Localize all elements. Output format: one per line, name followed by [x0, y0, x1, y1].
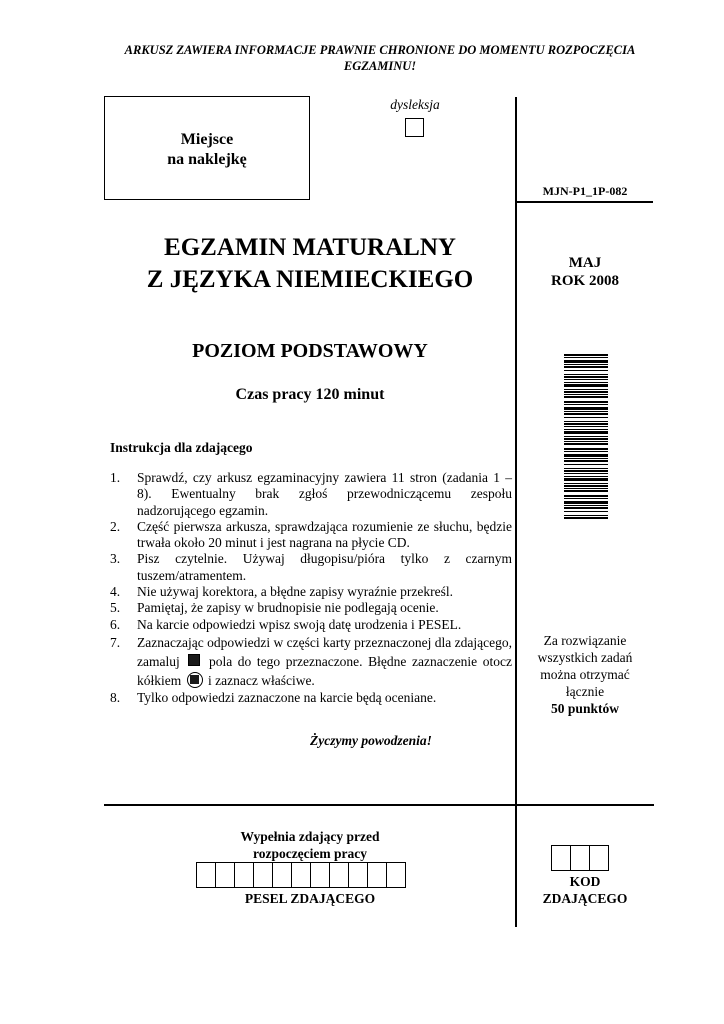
exam-title — [104, 232, 516, 296]
instruction-item — [110, 551, 512, 584]
pesel-label: PESEL ZDAJĄCEGO — [244, 891, 376, 906]
barcode — [564, 354, 608, 520]
barcode-bar — [564, 476, 608, 477]
pesel-digit-box[interactable] — [329, 862, 349, 888]
kod-label-line1: KOD — [569, 874, 601, 889]
sticker-label-line2: na naklejkę — [167, 151, 247, 168]
good-luck-message: Życzymy powodzenia! — [310, 733, 432, 748]
fill-note-line2: rozpoczęciem pracy — [252, 846, 368, 861]
barcode-bar — [564, 498, 608, 499]
pesel-digit-box[interactable] — [291, 862, 311, 888]
points-total: 50 punktów — [551, 701, 619, 716]
pesel-digit-box[interactable] — [348, 862, 368, 888]
pesel-digit-box[interactable] — [272, 862, 292, 888]
instruction-item — [110, 584, 512, 600]
barcode-bar — [564, 488, 608, 489]
barcode-bar — [564, 426, 608, 427]
pesel-digit-box[interactable] — [215, 862, 235, 888]
barcode-bar — [564, 478, 608, 481]
instruction-text: i zaznacz właściwe. — [208, 672, 315, 688]
instructions-heading: Instrukcja dla zdającego — [110, 440, 253, 455]
exam-title-line2: Z JĘZYKA NIEMIECKIEGO — [146, 266, 474, 293]
instruction-text: Pamiętaj, że zapisy w brudnopisie nie podlegają ocenie. — [137, 600, 439, 616]
barcode-bar — [564, 413, 608, 415]
instruction-item — [110, 600, 512, 616]
instruction-number: 4. — [110, 584, 121, 600]
barcode-bar — [564, 391, 608, 393]
instruction-item — [110, 633, 512, 690]
barcode-bar — [564, 436, 608, 437]
kod-label-line2: ZDAJĄCEGO — [542, 891, 628, 906]
vertical-divider — [515, 97, 517, 927]
barcode-bar — [564, 431, 608, 434]
instruction-text: pola do tego przeznaczone. Błędne zaznaczenie otocz kółkiem — [137, 653, 513, 688]
barcode-bar — [564, 451, 608, 452]
barcode-bar — [564, 374, 608, 375]
barcode-bar — [564, 515, 608, 516]
barcode-bar — [564, 511, 608, 512]
barcode-bar — [564, 507, 608, 509]
kod-label — [517, 873, 653, 907]
exam-title-line1: EGZAMIN MATURALNY — [164, 234, 456, 261]
barcode-bar — [564, 485, 608, 487]
pesel-digit-box[interactable] — [367, 862, 387, 888]
pesel-digit-box[interactable] — [386, 862, 406, 888]
barcode-bar — [564, 460, 608, 462]
barcode-bar — [564, 384, 608, 387]
barcode-bar — [564, 407, 608, 410]
instruction-text: Część pierwsza arkusza, sprawdzająca rozumienie ze słuchu, będzie trwała około 20 minut i jest nagrana na płycie CD. — [137, 518, 512, 551]
fill-note — [104, 828, 516, 862]
instruction-text: Pisz czytelnie. Używaj długopisu/pióra tylko z czarnym tuszem/atramentem. — [137, 551, 512, 583]
barcode-bar — [564, 389, 608, 390]
instruction-text: Nie używaj korektora, a błędne zapisy wyraźnie przekreśl. — [137, 584, 453, 600]
dyslexia-checkbox[interactable] — [405, 118, 424, 137]
barcode-bar — [564, 423, 608, 425]
pesel-digit-box[interactable] — [253, 862, 273, 888]
instruction-text: Na karcie odpowiedzi wpisz swoją datę urodzenia i PESEL. — [137, 616, 462, 632]
instruction-number: 2. — [110, 518, 121, 534]
instruction-item — [110, 690, 512, 706]
barcode-bar — [564, 379, 608, 380]
barcode-bar — [564, 360, 608, 363]
copyright-warning: ARKUSZ ZAWIERA INFORMACJE PRAWNIE CHRONIONE DO MOMENTU ROZPOCZĘCIA EGZAMINU! — [124, 43, 636, 73]
barcode-bar — [564, 396, 608, 398]
instruction-number: 6. — [110, 616, 121, 632]
points-info — [517, 632, 653, 717]
pesel-field[interactable] — [196, 862, 405, 888]
kod-digit-box[interactable] — [570, 845, 590, 871]
barcode-bar — [564, 438, 608, 440]
kod-field[interactable] — [551, 845, 608, 871]
barcode-bar — [564, 357, 608, 358]
barcode-bar — [564, 464, 608, 465]
filled-square-icon — [188, 654, 200, 666]
barcode-bar — [564, 517, 608, 519]
barcode-bar — [564, 501, 608, 504]
session-month: MAJ — [568, 255, 602, 271]
barcode-bar — [564, 394, 608, 395]
barcode-bar — [564, 473, 608, 474]
instruction-item — [110, 617, 512, 633]
instruction-text: Zaznaczając odpowiedzi w części karty przeznaczonej dla zdającego, zamaluj — [137, 634, 512, 669]
barcode-bar — [564, 470, 608, 472]
code-divider — [517, 201, 653, 203]
fill-note-line1: Wypełnia zdający przed — [240, 829, 380, 844]
instruction-text: Tylko odpowiedzi zaznaczone na karcie będą oceniane. — [137, 689, 437, 705]
pesel-digit-box[interactable] — [234, 862, 254, 888]
barcode-bar — [564, 411, 608, 412]
barcode-bar — [564, 417, 608, 418]
instruction-number: 3. — [110, 551, 121, 567]
barcode-bar — [564, 443, 608, 445]
dyslexia-label: dysleksja — [390, 97, 440, 112]
instruction-text: Sprawdź, czy arkusz egzaminacyjny zawiera 11 stron (zadania 1 – 8). Ewentualny brak zgłoś przewodniczącemu zespołu nadzorującego egzamin. — [137, 470, 512, 518]
barcode-bar — [564, 421, 608, 422]
exam-session — [517, 254, 653, 290]
points-line: Za rozwiązanie — [543, 633, 627, 648]
sticker-label-line1: Miejsce — [180, 131, 234, 148]
barcode-bar — [564, 364, 608, 365]
barcode-bar — [564, 429, 608, 430]
sticker-label — [104, 130, 310, 170]
barcode-bar — [564, 366, 608, 368]
kod-digit-box[interactable] — [551, 845, 571, 871]
instruction-number: 7. — [110, 634, 121, 650]
barcode-bar — [564, 483, 608, 484]
barcode-bar — [564, 468, 608, 469]
barcode-bar — [564, 370, 608, 371]
points-line: wszystkich zadań — [537, 650, 633, 665]
barcode-bar — [564, 448, 608, 450]
barcode-bar — [564, 382, 608, 383]
kod-digit-box[interactable] — [589, 845, 609, 871]
instructions-list — [110, 470, 512, 706]
barcode-bar — [564, 505, 608, 506]
pesel-digit-box[interactable] — [196, 862, 216, 888]
instruction-item — [110, 470, 512, 519]
exam-time: Czas pracy 120 minut — [235, 386, 385, 403]
points-line: można otrzymać — [540, 667, 630, 682]
barcode-bar — [564, 458, 608, 459]
bottom-divider — [104, 804, 654, 806]
pesel-digit-box[interactable] — [310, 862, 330, 888]
instruction-number: 8. — [110, 689, 121, 705]
instruction-number: 1. — [110, 470, 121, 485]
circled-square-icon — [187, 672, 203, 688]
barcode-bar — [564, 401, 608, 403]
exam-code: MJN-P1_1P-082 — [542, 184, 628, 198]
barcode-bar — [564, 376, 608, 378]
barcode-bar — [564, 490, 608, 492]
barcode-bar — [564, 354, 608, 356]
points-line: łącznie — [565, 684, 605, 699]
instruction-number: 5. — [110, 600, 121, 616]
barcode-bar — [564, 454, 608, 457]
session-year: ROK 2008 — [551, 273, 619, 289]
instruction-item — [110, 519, 512, 552]
exam-level: POZIOM PODSTAWOWY — [192, 340, 428, 362]
barcode-bar — [564, 441, 608, 442]
barcode-bar — [564, 495, 608, 497]
barcode-bar — [564, 404, 608, 405]
